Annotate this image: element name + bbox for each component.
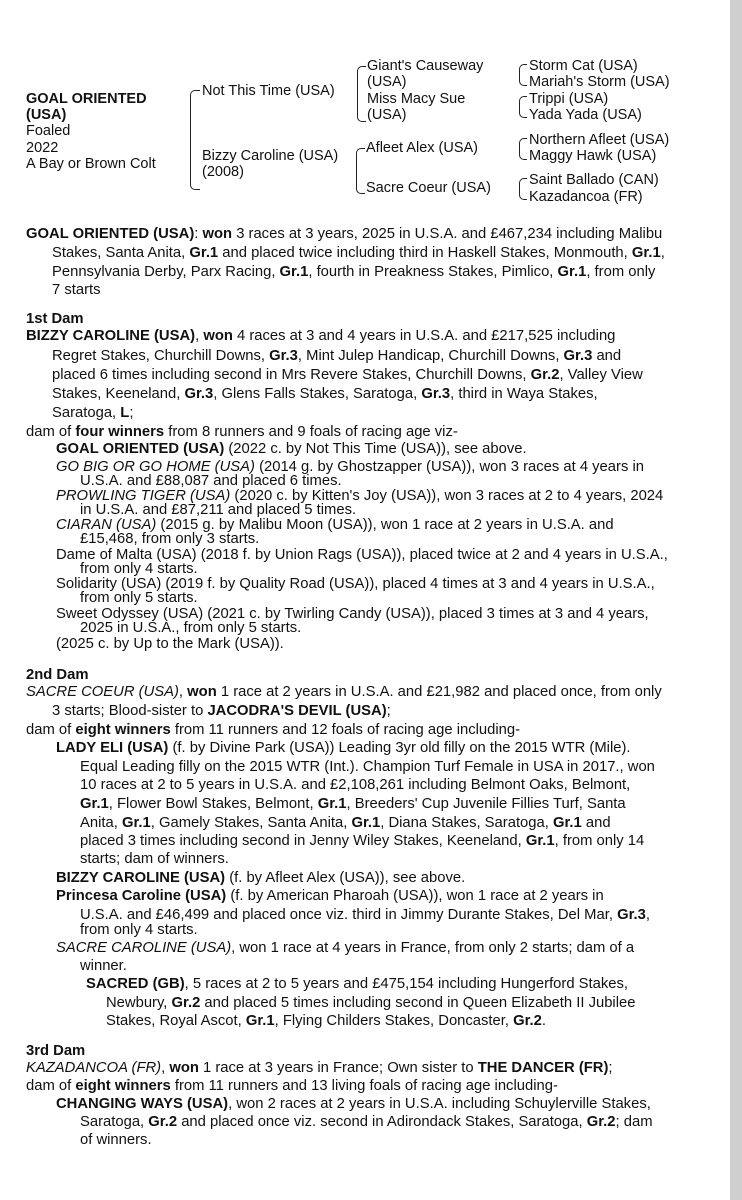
progeny-item: in U.S.A. and £87,211 and placed 5 times. [80,502,357,518]
dam-year: (2008) [202,164,244,180]
page-edge-shadow [730,0,742,1200]
progeny-item: starts; dam of winners. [80,851,229,867]
foaled-label: Foaled [26,123,71,139]
summary-line: GOAL ORIENTED (USA): won 3 races at 3 years, 2025 in U.S.A. and £467,234 including Malibu [26,226,663,242]
progeny-item: (2025 c. by Up to the Mark (USA)). [56,636,284,652]
dam-of-line: dam of eight winners from 11 runners and 12 foals of racing age including- [26,722,521,738]
g7-brace [519,178,527,200]
horse-name: GOAL ORIENTED [26,91,147,107]
dam-line: SACRE COEUR (USA), won 1 race at 2 years in U.S.A. and £21,982 and placed once, from only [26,684,662,700]
progeny-item: Solidarity (USA) (2019 f. by Quality Road (USA)), placed 4 times at 3 and 4 years in U.S.A., [56,576,655,592]
progeny-item: winner. [80,958,127,974]
progeny-item: CHANGING WAYS (USA), won 2 races at 2 years in U.S.A. including Schuylerville Stakes, [56,1096,651,1112]
dam-brace [356,148,365,194]
g5-brace [519,138,527,160]
horse-brace [190,90,200,190]
progeny-item: BIZZY CAROLINE (USA) (f. by Afleet Alex (USA)), see above. [56,870,466,886]
progeny-item: Anita, Gr.1, Gamely Stakes, Santa Anita, Gr.1, Diana Stakes, Saratoga, Gr.1 and [80,815,611,831]
dam-line: Regret Stakes, Churchill Downs, Gr.3, Mint Julep Handicap, Churchill Downs, Gr.3 and [52,348,622,364]
dam-of-line: dam of eight winners from 11 runners and 13 living foals of racing age including- [26,1078,558,1094]
section-heading: 2nd Dam [26,667,89,683]
sire-brace [357,66,366,122]
progeny-item: £15,468, from only 3 starts. [80,531,260,547]
horse-description: A Bay or Brown Colt [26,156,156,172]
ancestor-g1: Storm Cat (USA) [529,58,638,74]
progeny-item: U.S.A. and £46,499 and placed once viz. third in Jimmy Durante Stakes, Del Mar, Gr.3, [80,907,650,923]
progeny-item: GO BIG OR GO HOME (USA) (2014 g. by Ghostzapper (USA)), won 3 races at 4 years in [56,459,644,475]
sire-sire-country: (USA) [367,74,407,90]
ancestor-g2: Mariah's Storm (USA) [529,74,670,90]
progeny-item: GOAL ORIENTED (USA) (2022 c. by Not This Time (USA)), see above. [56,441,527,457]
ancestor-g4: Yada Yada (USA) [529,107,642,123]
dam-line: placed 6 times including second in Mrs Revere Stakes, Churchill Downs, Gr.2, Valley View [52,367,643,383]
section-heading: 3rd Dam [26,1043,86,1059]
progeny-item: Gr.1, Flower Bowl Stakes, Belmont, Gr.1, Breeders' Cup Juvenile Fillies Turf, Santa [80,796,626,812]
summary-line: Stakes, Santa Anita, Gr.1 and placed twice including third in Haskell Stakes, Monmouth, Gr.1, [52,245,665,261]
g1-brace [519,64,527,86]
ancestor-g6: Maggy Hawk (USA) [529,148,657,164]
dam-line: KAZADANCOA (FR), won 1 race at 3 years in France; Own sister to THE DANCER (FR); [26,1060,613,1076]
horse-country: (USA) [26,107,67,123]
progeny-item: Equal Leading filly on the 2015 WTR (Int.). Champion Turf Female in USA in 2017., won [80,759,655,775]
summary-line: Pennsylvania Derby, Parx Racing, Gr.1, fourth in Preakness Stakes, Pimlico, Gr.1, from only [52,264,656,280]
progeny-item: Newbury, Gr.2 and placed 5 times including second in Queen Elizabeth II Jubilee [106,995,636,1011]
sire-dam-country: (USA) [367,107,407,123]
progeny-item: 2025 in U.S.A., from only 5 starts. [80,620,302,636]
dam-line: 3 starts; Blood-sister to JACODRA'S DEVIL (USA); [52,703,391,719]
progeny-item: Princesa Caroline (USA) (f. by American Pharoah (USA)), won 1 race at 2 years in [56,888,604,904]
dam-sire-name: Afleet Alex (USA) [366,140,479,156]
progeny-item: from only 4 starts. [80,922,198,938]
ancestor-g8: Kazadancoa (FR) [529,189,643,205]
progeny-item: Saratoga, Gr.2 and placed once viz. second in Adirondack Stakes, Saratoga, Gr.2; dam [80,1114,653,1130]
progeny-item: from only 4 starts. [80,561,198,577]
foaled-year: 2022 [26,140,59,156]
progeny-item: from only 5 starts. [80,590,198,606]
progeny-item: CIARAN (USA) (2015 g. by Malibu Moon (USA)), won 1 race at 2 years in U.S.A. and [56,517,614,533]
sire-dam-name: Miss Macy Sue [367,91,466,107]
progeny-item: placed 3 times including second in Jenny Wiley Stakes, Keeneland, Gr.1, from only 14 [80,833,645,849]
progeny-item: PROWLING TIGER (USA) (2020 c. by Kitten's Joy (USA)), won 3 races at 2 to 4 years, 2024 [56,488,664,504]
dam-line: Saratoga, L; [52,405,134,421]
ancestor-g5: Northern Afleet (USA) [529,132,670,148]
progeny-item: 10 races at 2 to 5 years in U.S.A. and £2,108,261 including Belmont Oaks, Belmont, [80,777,631,793]
dam-dam-name: Sacre Coeur (USA) [366,180,491,196]
g3-brace [519,96,527,118]
dam-line: Stakes, Keeneland, Gr.3, Glens Falls Stakes, Saratoga, Gr.3, third in Waya Stakes, [52,386,598,402]
progeny-item: U.S.A. and £88,087 and placed 6 times. [80,473,342,489]
progeny-item: Stakes, Royal Ascot, Gr.1, Flying Childers Stakes, Doncaster, Gr.2. [106,1013,547,1029]
progeny-item: Dame of Malta (USA) (2018 f. by Union Rags (USA)), placed twice at 2 and 4 years in U.S.A., [56,547,668,563]
ancestor-g3: Trippi (USA) [529,91,609,107]
dam-name: Bizzy Caroline (USA) [202,148,339,164]
progeny-item: Sweet Odyssey (USA) (2021 c. by Twirling Candy (USA)), placed 3 times at 3 and 4 years, [56,606,649,622]
progeny-item: SACRED (GB), 5 races at 2 to 5 years and £475,154 including Hungerford Stakes, [86,976,629,992]
summary-line: 7 starts [52,282,101,298]
dam-line: BIZZY CAROLINE (USA), won 4 races at 3 and 4 years in U.S.A. and £217,525 including [26,328,616,344]
section-heading: 1st Dam [26,311,84,327]
progeny-item: of winners. [80,1132,152,1148]
ancestor-g7: Saint Ballado (CAN) [529,172,659,188]
dam-of-line: dam of four winners from 8 runners and 9 foals of racing age viz- [26,424,458,440]
progeny-item: LADY ELI (USA) (f. by Divine Park (USA)) Leading 3yr old filly on the 2015 WTR (Mile). [56,740,631,756]
progeny-item: SACRE CAROLINE (USA), won 1 race at 4 years in France, from only 2 starts; dam of a [56,940,635,956]
horse-name-bold: GOAL ORIENTED (USA) [26,226,195,242]
sire-name: Not This Time (USA) [202,83,335,99]
sire-sire-name: Giant's Causeway [367,58,484,74]
